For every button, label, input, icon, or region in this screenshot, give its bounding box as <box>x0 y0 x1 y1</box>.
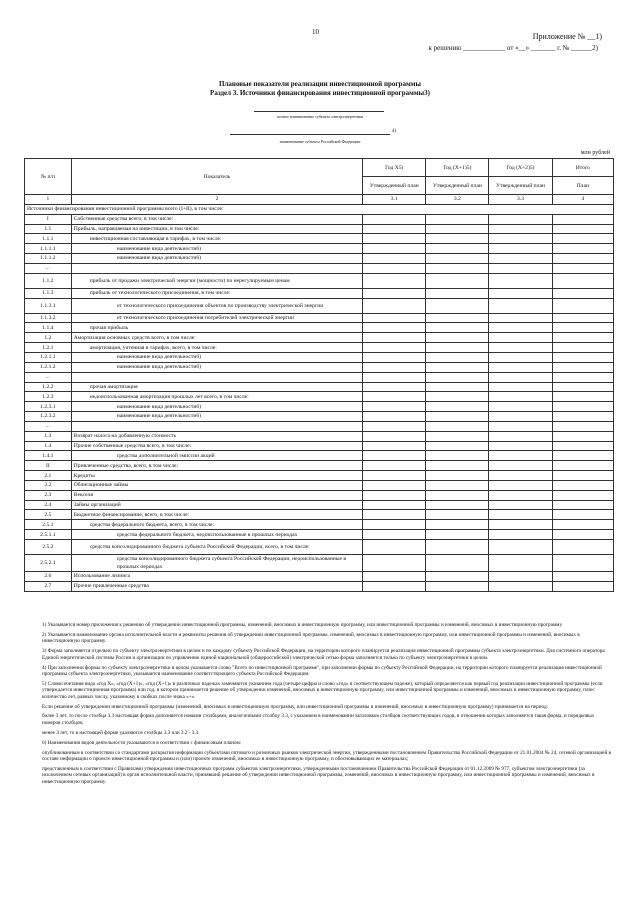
value-cell <box>363 298 426 313</box>
value-cell <box>489 352 552 362</box>
decision-header: к решению ____________ от «__» _______ г. № ______2) <box>428 44 598 52</box>
footnote: более 3 лет, то после столбца 3.3 настоящая форма дополняется новыми столбцами, аналогичными столбцу 3.3, с указанием в наименовании заголовков столбцов соответствующих годов, в отношении которых заполняется такая форма, и порядковых номеров столбцов; <box>42 713 595 726</box>
value-cell <box>363 323 426 333</box>
row-indicator <box>71 372 362 382</box>
value-cell <box>426 392 489 402</box>
value-cell <box>363 431 426 441</box>
value-cell <box>489 555 552 572</box>
value-cell <box>363 461 426 471</box>
value-cell <box>426 540 489 555</box>
value-cell <box>426 471 489 481</box>
footnote: представленным в соответствии с Правилами утверждения инвестиционных программ субъектов электроэнергетики, утвержденными постановлением Правительства Российской Федерации от 01.12.2009 № 977, субъектом электроэнергетики (за исключением сетевых организаций) в орган исполнительной власти, принявший решение об утверждении инвестиционной программы, изменений, вносимых в инвестиционную программу, или инвестиционной программы и изменений, вносимых в инвестиционную программу. <box>42 765 595 785</box>
row-number: 1.1.3.1 <box>25 298 72 313</box>
value-cell <box>552 214 613 224</box>
footnote: 4) При заполнении формы по субъекту электроэнергетики в целом указывается слово "Всего по инвестиционной программе", при заполнении формы по субъекту Российской Федерации, на территории которого планируется реализация инвестиционной программы субъекта электроэнергетики, указывается наименование соответствующего субъекта Российской Федерации. <box>42 664 602 677</box>
row-number: 2.5.2 <box>25 540 72 555</box>
value-cell <box>552 471 613 481</box>
value-cell <box>552 224 613 234</box>
value-cell <box>489 572 552 582</box>
value-cell <box>426 530 489 540</box>
value-cell <box>363 352 426 362</box>
value-cell <box>552 451 613 461</box>
value-cell <box>426 421 489 431</box>
table-row <box>25 323 614 333</box>
value-cell <box>552 372 613 382</box>
table-row <box>25 451 614 461</box>
row-number: 1.1.4 <box>25 323 72 333</box>
value-cell <box>552 254 613 264</box>
value-cell <box>489 362 552 372</box>
value-cell <box>552 313 613 323</box>
row-number: 1.1.3.2 <box>25 313 72 323</box>
table-row <box>25 441 614 451</box>
value-cell <box>489 382 552 392</box>
value-cell <box>363 480 426 490</box>
value-cell <box>552 540 613 555</box>
value-cell <box>426 490 489 500</box>
row-indicator: от технологического присоединения объектов по производству электрической энергии <box>71 298 362 313</box>
row-indicator: Займы организаций <box>71 500 362 510</box>
index-cell: 3.2 <box>426 195 489 205</box>
row-number: 1.2.3 <box>25 392 72 402</box>
financing-table <box>24 158 614 592</box>
value-cell <box>426 500 489 510</box>
footnote: 2) Указывается наименование органа исполнительной власти и реквизиты решения об утверждении инвестиционной программы, изменений, вносимых в инвестиционную программу, или инвестиционной программы и изменений, вносимых в инвестиционную программу. <box>42 631 580 645</box>
row-number: 2.1 <box>25 471 72 481</box>
value-cell <box>363 313 426 323</box>
value-cell <box>552 382 613 392</box>
table-row <box>25 471 614 481</box>
index-cell: 3.3 <box>489 195 552 205</box>
row-number: 1.1.3 <box>25 288 72 298</box>
value-cell <box>552 323 613 333</box>
value-cell <box>489 581 552 591</box>
total-sources-label: Источники финансирования инвестиционной программы всего (I+II), в том числе: <box>25 204 614 214</box>
value-cell <box>489 288 552 298</box>
value-cell <box>426 224 489 234</box>
value-cell <box>552 412 613 422</box>
value-cell <box>426 214 489 224</box>
row-number: ... <box>25 421 72 431</box>
value-cell <box>489 471 552 481</box>
row-indicator: от технологического присоединения потребителей электрической энергии <box>71 313 362 323</box>
value-cell <box>363 402 426 412</box>
total-sources-row <box>25 204 614 214</box>
unit-label: млн рублей <box>580 150 610 156</box>
value-cell <box>426 298 489 313</box>
table-row <box>25 402 614 412</box>
value-cell <box>363 421 426 431</box>
table-row <box>25 490 614 500</box>
value-cell <box>363 451 426 461</box>
row-indicator: недоиспользованная амортизация прошлых лет всего, в том числе: <box>71 392 362 402</box>
row-indicator: средства федерального бюджета, всего, в том числе: <box>71 520 362 530</box>
value-cell <box>363 392 426 402</box>
footnote: менее 3 лет, то в настоящей форме удаляются столбцы 3.3 или 3.2 - 3.3. <box>42 729 200 736</box>
row-indicator: наименование вида деятельности6) <box>71 254 362 264</box>
sub-plan-total: План <box>552 177 613 195</box>
header-indicator: Показатель <box>71 159 362 195</box>
value-cell <box>552 392 613 402</box>
index-cell: 3.1 <box>363 195 426 205</box>
row-number: 1.1.1 <box>25 234 72 244</box>
value-cell <box>552 244 613 254</box>
table-row <box>25 288 614 298</box>
value-cell <box>489 372 552 382</box>
value-cell <box>489 234 552 244</box>
value-cell <box>426 362 489 372</box>
row-number: ... <box>25 372 72 382</box>
value-cell <box>363 372 426 382</box>
table-row <box>25 224 614 234</box>
row-number: 1.2.1.1 <box>25 352 72 362</box>
appendix-header: Приложение № __1) <box>532 32 602 41</box>
row-indicator: амортизация, учтенная в тарифах, всего, в том числе: <box>71 343 362 353</box>
row-indicator: Облигационные займы <box>71 480 362 490</box>
value-cell <box>552 298 613 313</box>
table-row <box>25 392 614 402</box>
value-cell <box>489 254 552 264</box>
value-cell <box>489 214 552 224</box>
value-cell <box>552 343 613 353</box>
row-indicator: Амортизация основных средств всего, в том числе: <box>71 333 362 343</box>
row-indicator: наименование вида деятельности6) <box>71 362 362 372</box>
row-number: 2.5 <box>25 510 72 520</box>
value-cell <box>552 572 613 582</box>
page-number: 10 <box>312 28 319 36</box>
table-row <box>25 234 614 244</box>
row-number: ... <box>25 263 72 273</box>
value-cell <box>489 451 552 461</box>
row-indicator: средства консолидированного бюджета субъекта Российской Федерации, всего, в том числе: <box>71 540 362 555</box>
row-indicator: Собственные средства всего, в том числе: <box>71 214 362 224</box>
table-row <box>25 572 614 582</box>
value-cell <box>363 572 426 582</box>
value-cell <box>426 273 489 288</box>
value-cell <box>426 555 489 572</box>
row-number: 1.2.3.2 <box>25 412 72 422</box>
value-cell <box>363 530 426 540</box>
value-cell <box>363 540 426 555</box>
value-cell <box>363 288 426 298</box>
table-body <box>25 214 614 591</box>
value-cell <box>552 520 613 530</box>
row-indicator: наименование вида деятельности6) <box>71 352 362 362</box>
row-number: 1.1 <box>25 224 72 234</box>
value-cell <box>363 234 426 244</box>
row-indicator: прочая прибыль <box>71 323 362 333</box>
row-number: 2.5.1 <box>25 520 72 530</box>
table-row <box>25 362 614 372</box>
row-indicator: Возврат налога на добавленную стоимость <box>71 431 362 441</box>
table-row <box>25 333 614 343</box>
value-cell <box>426 431 489 441</box>
value-cell <box>426 441 489 451</box>
row-indicator: средства консолидированного бюджета субъекта Российской Федерации, недоиспользованные в прошлых периодах <box>71 555 362 572</box>
table-row <box>25 254 614 264</box>
value-cell <box>552 288 613 298</box>
table-row <box>25 431 614 441</box>
row-indicator: Привлеченные средства, всего, в том числе: <box>71 461 362 471</box>
table-row <box>25 581 614 591</box>
row-indicator <box>71 421 362 431</box>
row-indicator: наименование вида деятельности6) <box>71 402 362 412</box>
row-number: 1.2.3.1 <box>25 402 72 412</box>
table-row <box>25 382 614 392</box>
row-indicator: Кредиты <box>71 471 362 481</box>
value-cell <box>363 520 426 530</box>
row-number: 1.2.2 <box>25 382 72 392</box>
row-number: II <box>25 461 72 471</box>
footnote: 3) Форма заполняется отдельно по субъекту электроэнергетики в целом и по каждому субъекту Российской Федерации, на территории которого планируется реализация инвестиционной программы субъекта электроэнергетики. Для системного оператора Единой энергетической системы России и организации по управлению единой национальной (общероссийской) электрической сетью форма заполняется только по субъекту электроэнергетики в целом. <box>42 648 605 661</box>
row-number: 2.6 <box>25 572 72 582</box>
footnote: Если решение об утверждении инвестиционной программы (изменений, вносимых в инвестиционную программу, или инвестиционной программы и изменений, вносимых в инвестиционную программу) принимается на период: <box>42 703 549 710</box>
value-cell <box>363 471 426 481</box>
value-cell <box>489 343 552 353</box>
table-row <box>25 500 614 510</box>
table-row <box>25 461 614 471</box>
sub-plan-x: Утвержденный план <box>363 177 426 195</box>
value-cell <box>363 581 426 591</box>
value-cell <box>489 402 552 412</box>
row-number: 1.4 <box>25 441 72 451</box>
subject-caption: полное наименование субъекта электроэнергетики <box>276 114 364 119</box>
table-row <box>25 520 614 530</box>
value-cell <box>426 402 489 412</box>
value-cell <box>489 333 552 343</box>
value-cell <box>489 313 552 323</box>
value-cell <box>489 412 552 422</box>
value-cell <box>552 441 613 451</box>
value-cell <box>489 298 552 313</box>
subject-line <box>254 111 384 112</box>
value-cell <box>426 520 489 530</box>
value-cell <box>363 263 426 273</box>
value-cell <box>489 224 552 234</box>
table-row <box>25 244 614 254</box>
value-cell <box>426 572 489 582</box>
table-row <box>25 530 614 540</box>
value-cell <box>552 273 613 288</box>
table-row <box>25 510 614 520</box>
row-number: 2.5.2.1 <box>25 555 72 572</box>
value-cell <box>552 461 613 471</box>
table-row <box>25 298 614 313</box>
row-indicator: Прочие привлеченные средства <box>71 581 362 591</box>
value-cell <box>426 382 489 392</box>
value-cell <box>552 480 613 490</box>
value-cell <box>489 490 552 500</box>
value-cell <box>426 288 489 298</box>
value-cell <box>426 412 489 422</box>
value-cell <box>363 412 426 422</box>
table-row <box>25 540 614 555</box>
value-cell <box>363 343 426 353</box>
row-indicator: наименование вида деятельности6) <box>71 412 362 422</box>
value-cell <box>552 555 613 572</box>
value-cell <box>363 273 426 288</box>
sub-plan-x2: Утвержденный план <box>489 177 552 195</box>
row-indicator: Бюджетное финансирование, всего, в том числе: <box>71 510 362 520</box>
row-number: 1.2.1 <box>25 343 72 353</box>
row-indicator <box>71 263 362 273</box>
value-cell <box>363 490 426 500</box>
value-cell <box>489 520 552 530</box>
row-indicator: инвестиционная составляющая в тарифах, в том числе: <box>71 234 362 244</box>
region-footnote-mark: 4) <box>392 129 397 134</box>
row-number: 2.4 <box>25 500 72 510</box>
value-cell <box>489 540 552 555</box>
region-line <box>230 134 390 135</box>
table-row <box>25 214 614 224</box>
row-number: 1.3 <box>25 431 72 441</box>
header-year-x2: Год (X+2)5) <box>489 159 552 177</box>
row-indicator: прочая амортизация <box>71 382 362 392</box>
footnote: 1) Указывается номер приложения к решению об утверждении инвестиционной программы, изменений, вносимых в инвестиционную программу, или инвестиционной программы и изменений, вносимых в инвестиционную программу. <box>42 622 563 628</box>
value-cell <box>363 244 426 254</box>
row-number: 2.3 <box>25 490 72 500</box>
value-cell <box>552 362 613 372</box>
value-cell <box>552 352 613 362</box>
header-num: № п/п <box>25 159 72 195</box>
value-cell <box>552 490 613 500</box>
table-row <box>25 263 614 273</box>
value-cell <box>363 214 426 224</box>
row-number: 1.1.1.1 <box>25 244 72 254</box>
footnotes <box>42 622 612 789</box>
table-row <box>25 313 614 323</box>
value-cell <box>489 461 552 471</box>
row-indicator: прибыль от технологического присоединения, в том числе: <box>71 288 362 298</box>
row-number: 1.2.1.2 <box>25 362 72 372</box>
footnote: 6) Наименования видов деятельности указываются в соответствии с финансовым планом: <box>42 739 242 746</box>
header-total: Итого <box>552 159 613 177</box>
value-cell <box>489 244 552 254</box>
value-cell <box>489 273 552 288</box>
footnote: 5) Словосочетания вида «год X», «год (X+1)», «год (X+1)» в различных падежах заменяются указанием года (четыре цифры и слово «год» в соответствующем падеже), который определяется как первый год реализации инвестиционной программы (если утверждается инвестиционная программа) или год, в котором принимается решение об утверждении изменений, вносимых в инвестиционную программу, или инвестиционной программы и изменений, вносимых в инвестиционную программу, плюс количество лет, равных числу, указанному в скобках после знака «+». <box>42 680 603 700</box>
row-indicator: Прочие собственные средства всего, в том числе: <box>71 441 362 451</box>
value-cell <box>489 480 552 490</box>
row-indicator: Векселя <box>71 490 362 500</box>
value-cell <box>552 402 613 412</box>
index-cell: 1 <box>25 195 72 205</box>
value-cell <box>426 263 489 273</box>
value-cell <box>489 263 552 273</box>
row-indicator: наименование вида деятельности6) <box>71 244 362 254</box>
value-cell <box>552 421 613 431</box>
table-row <box>25 555 614 572</box>
value-cell <box>426 343 489 353</box>
value-cell <box>426 510 489 520</box>
value-cell <box>489 323 552 333</box>
index-cell: 4 <box>552 195 613 205</box>
table-row <box>25 480 614 490</box>
value-cell <box>489 500 552 510</box>
table-row <box>25 352 614 362</box>
value-cell <box>489 510 552 520</box>
value-cell <box>552 500 613 510</box>
row-indicator: средства федерального бюджета, недоиспользованные в прошлых периодах <box>71 530 362 540</box>
value-cell <box>363 441 426 451</box>
value-cell <box>426 323 489 333</box>
value-cell <box>426 451 489 461</box>
row-indicator: средства дополнительной эмиссии акций <box>71 451 362 461</box>
row-number: 2.5.1.1 <box>25 530 72 540</box>
row-number: 1.1.2 <box>25 273 72 288</box>
value-cell <box>363 510 426 520</box>
value-cell <box>552 333 613 343</box>
value-cell <box>426 254 489 264</box>
table-row <box>25 372 614 382</box>
value-cell <box>363 555 426 572</box>
table-row <box>25 412 614 422</box>
footnote: опубликованным в соответствии со стандартами раскрытия информации субъектами оптового и розничных рынков электрической энергии, утвержденными постановлением Правительства Российской Федерации от 21.01.2004 № 24, сетевой организацией в составе информации о проекте инвестиционной программы и (или) проекте изменений, вносимых в инвестиционную программу, и обосновывающих ее материалах; <box>42 749 611 762</box>
value-cell <box>426 480 489 490</box>
value-cell <box>363 254 426 264</box>
row-number: 2.7 <box>25 581 72 591</box>
value-cell <box>489 392 552 402</box>
document-title: Плановые показатели реализации инвестиционной программы <box>219 80 421 88</box>
value-cell <box>489 441 552 451</box>
value-cell <box>363 333 426 343</box>
row-number: 2.2 <box>25 480 72 490</box>
value-cell <box>489 431 552 441</box>
table-row <box>25 421 614 431</box>
value-cell <box>426 234 489 244</box>
value-cell <box>489 421 552 431</box>
region-caption: наименование субъекта Российской Федерации <box>279 139 361 144</box>
header-year-x: Год X5) <box>363 159 426 177</box>
value-cell <box>363 224 426 234</box>
table-row <box>25 343 614 353</box>
value-cell <box>426 333 489 343</box>
value-cell <box>552 510 613 520</box>
value-cell <box>552 530 613 540</box>
section-title: Раздел 3. Источники финансирования инвестиционной программы3) <box>210 89 430 97</box>
header-year-x1: Год (X+1)5) <box>426 159 489 177</box>
row-indicator: Использование лизинга <box>71 572 362 582</box>
value-cell <box>426 244 489 254</box>
value-cell <box>552 234 613 244</box>
row-number: 1.2 <box>25 333 72 343</box>
value-cell <box>363 362 426 372</box>
row-indicator: Прибыль, направляемая на инвестиции, в том числе: <box>71 224 362 234</box>
value-cell <box>426 352 489 362</box>
value-cell <box>426 581 489 591</box>
value-cell <box>363 382 426 392</box>
sub-plan-x1: Утвержденный план <box>426 177 489 195</box>
row-number: 1.1.1.2 <box>25 254 72 264</box>
row-number: I <box>25 214 72 224</box>
value-cell <box>363 500 426 510</box>
table-row <box>25 273 614 288</box>
index-cell: 2 <box>71 195 362 205</box>
value-cell <box>552 581 613 591</box>
value-cell <box>426 372 489 382</box>
value-cell <box>552 431 613 441</box>
value-cell <box>426 461 489 471</box>
index-row <box>25 195 614 205</box>
row-indicator: прибыль от продажи электрической энергии (мощности) по нерегулируемым ценам <box>71 273 362 288</box>
value-cell <box>552 263 613 273</box>
value-cell <box>426 313 489 323</box>
value-cell <box>489 530 552 540</box>
row-number: 1.4.1 <box>25 451 72 461</box>
